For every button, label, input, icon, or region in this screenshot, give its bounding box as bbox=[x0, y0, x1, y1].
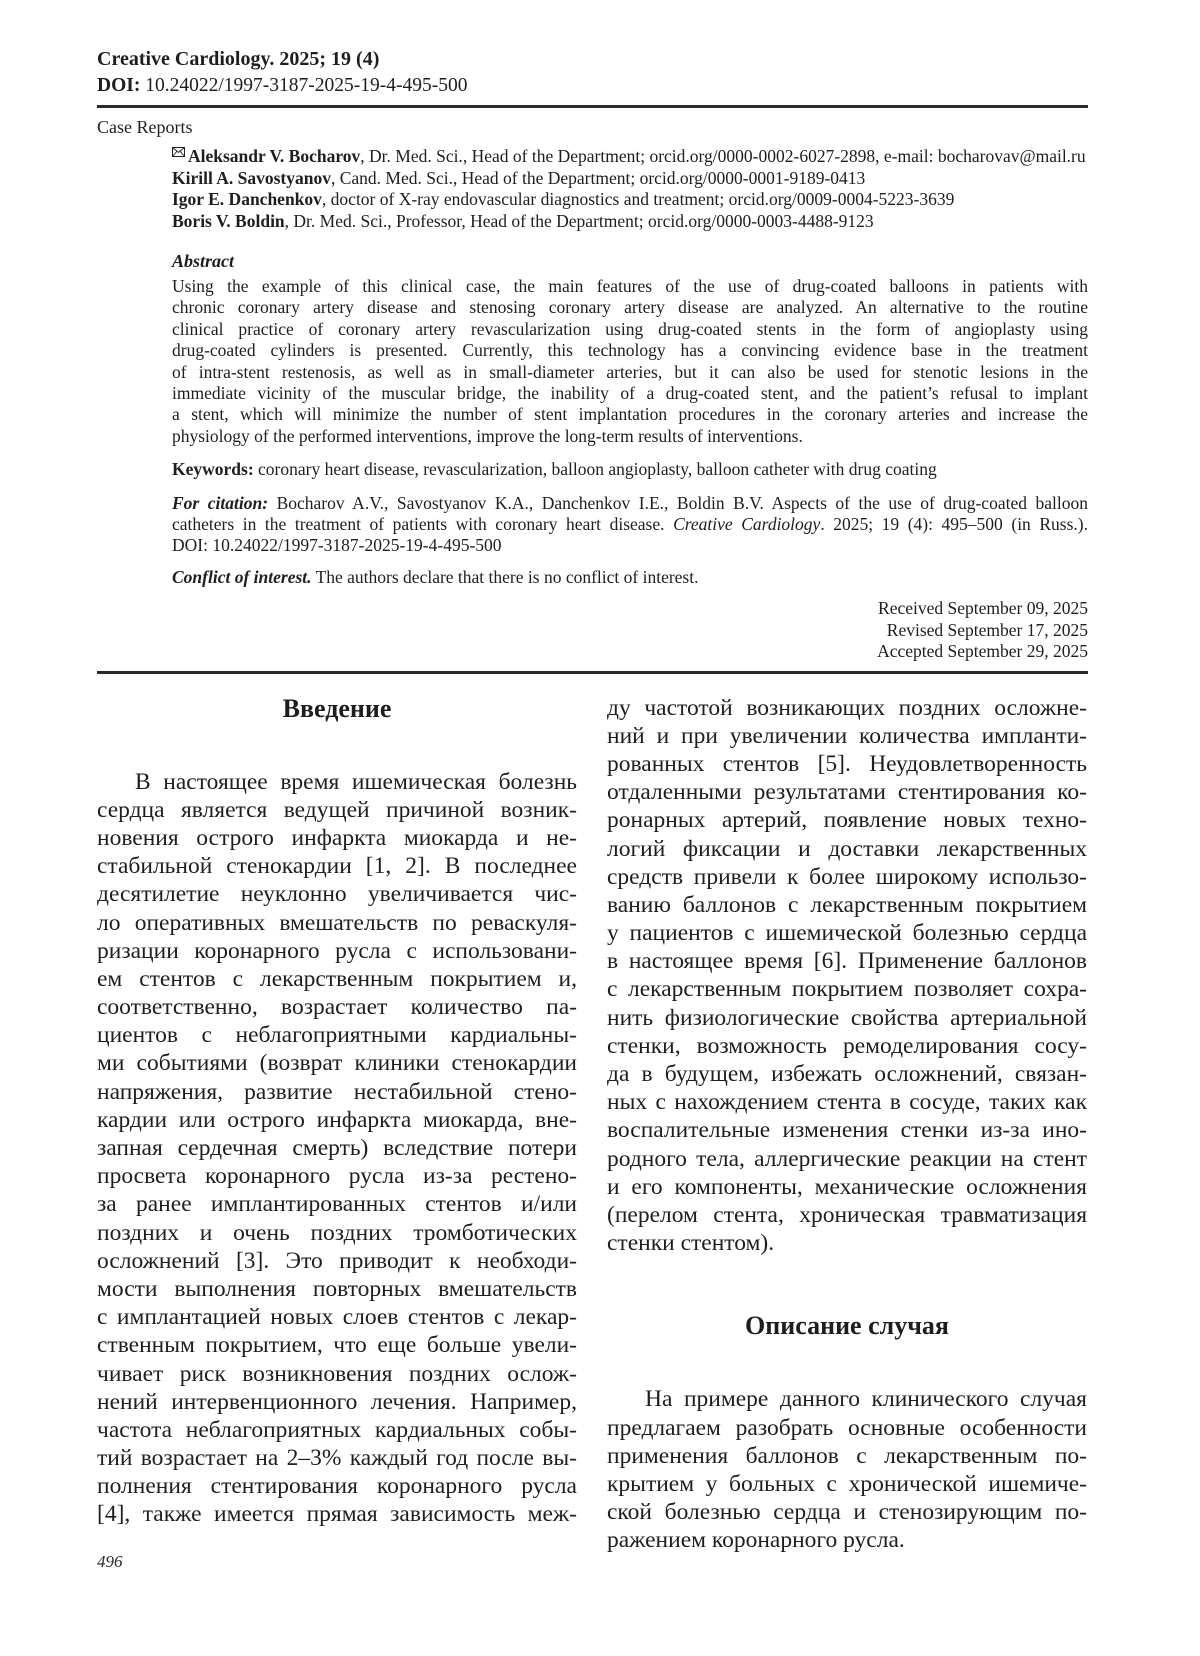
section-heading: Введение bbox=[282, 693, 392, 723]
author-line bbox=[172, 168, 1088, 190]
paragraph bbox=[97, 768, 577, 1529]
text-line: поздних и очень поздних тромботических bbox=[97, 1219, 577, 1246]
text-line: drug-coated cylinders is presented. Currently, this technology has a convincing evidence base in the treatment bbox=[172, 340, 1088, 361]
text-line: нений интервенционного лечения. Например, bbox=[97, 1388, 577, 1415]
author-name: Igor E. Danchenkov bbox=[172, 189, 322, 209]
text-line: стабильной стенокардии [1, 2]. В последнее bbox=[97, 853, 577, 880]
author-name: Boris V. Boldin bbox=[172, 210, 285, 231]
text-line: напряжения, развитие нестабильной стено- bbox=[97, 1078, 577, 1105]
doi-line bbox=[97, 72, 1088, 99]
text-line: For citation: Bocharov A.V., Savostyanov K.A., Danchenkov I.E., Boldin B.V. Aspects of the use of drug-coated balloon bbox=[172, 492, 1088, 513]
author-name: Aleksandr V. Bocharov bbox=[188, 146, 361, 166]
text-line: Accepted September 29, 2025 bbox=[877, 641, 1088, 662]
authors-block bbox=[172, 146, 1088, 232]
text-line: полнения стентирования коронарного русла bbox=[97, 1473, 577, 1500]
text-line: за ранее имплантированных стентов и/или bbox=[97, 1191, 577, 1218]
text-line: ронарных артерий, появление новых техно- bbox=[607, 807, 1087, 834]
text-line: десятилетие неуклонно увеличивается чис- bbox=[97, 881, 577, 908]
text-line: новения острого инфаркта миокарда и не- bbox=[97, 824, 577, 851]
text-line: с имплантацией новых слоев стентов с лекар- bbox=[97, 1304, 577, 1331]
text-line: [4], также имеется прямая зависимость меж- bbox=[97, 1501, 577, 1528]
text-line: да в будущем, избежать осложнений, связан- bbox=[607, 1061, 1087, 1088]
paragraph bbox=[607, 1385, 1087, 1554]
author-line bbox=[172, 146, 1088, 168]
text-line: родного тела, аллергические реакции на стент bbox=[607, 1145, 1087, 1172]
text-line: ний и при увеличении количества импланти- bbox=[607, 722, 1087, 749]
text-line: логий фиксации и доставки лекарственных bbox=[607, 835, 1087, 862]
author-affiliation: , Dr. Med. Sci., Professor, Head of the Department; orcid.org/0000-0003-4488-9123 bbox=[284, 210, 874, 231]
text-line: Keywords: coronary heart disease, revascularization, balloon angioplasty, balloon catheter with drug coating bbox=[172, 459, 937, 480]
text-line: применения баллонов с лекарственным по- bbox=[607, 1442, 1087, 1469]
keywords-line bbox=[172, 459, 1088, 480]
author-affiliation: , doctor of X-ray endovascular diagnostics and treatment; orcid.org/0009-0004-5223-3639 bbox=[321, 189, 955, 209]
text-line: крытием у больных с хронической ишемиче- bbox=[607, 1470, 1087, 1497]
text-line: a stent, which will minimize the number of stent implantation procedures in the coronary arteries and increase the bbox=[172, 404, 1088, 425]
text-line: Received September 09, 2025 bbox=[878, 598, 1088, 619]
doi-value: 10.24022/1997-3187-2025-19-4-495-500 bbox=[145, 75, 468, 96]
header-rule bbox=[97, 105, 1088, 108]
text-line: тий возрастает на 2–3% каждый год после вы- bbox=[97, 1445, 577, 1472]
text-line: immediate vicinity of the muscular bridge, the inability of a drug-coated stent, and the patient’s refusal to implant bbox=[172, 382, 1088, 403]
section-heading: Описание случая bbox=[745, 1311, 949, 1341]
text-line: мости выполнения повторных вмешательств bbox=[97, 1275, 577, 1302]
left-column bbox=[97, 692, 577, 1555]
page-number: 496 bbox=[97, 1552, 123, 1571]
author-affiliation: , Cand. Med. Sci., Head of the Department; orcid.org/0000-0001-9189-0413 bbox=[330, 167, 866, 188]
conflict-line bbox=[172, 567, 1088, 588]
text-line: сердца является ведущей причиной возник- bbox=[97, 796, 577, 823]
abstract-heading: Abstract bbox=[172, 251, 235, 271]
article-meta bbox=[172, 250, 1088, 588]
right-column bbox=[607, 692, 1087, 1555]
text-line: осложнений [3]. Это приводит к необходи- bbox=[97, 1247, 577, 1274]
paragraph bbox=[607, 694, 1087, 1258]
text-line: частота неблагоприятных кардиальных собы- bbox=[97, 1416, 577, 1443]
text-line: ванию баллонов с лекарственным покрытием bbox=[607, 891, 1087, 918]
text-line: DOI: 10.24022/1997-3187-2025-19-4-495-500 bbox=[172, 535, 502, 556]
text-line: чивает риск возникновения поздних ослож- bbox=[97, 1360, 577, 1387]
author-affiliation: , Dr. Med. Sci., Head of the Department; orcid.org/0000-0002-6027-2898, e-mail: bocharovav@mail.ru bbox=[360, 146, 1086, 166]
text-line: стенки стентом). bbox=[607, 1230, 775, 1257]
text-line: ственным покрытием, что еще больше увели- bbox=[97, 1332, 577, 1359]
envelope-icon bbox=[172, 147, 185, 157]
author-line bbox=[172, 211, 1088, 233]
text-line: кардии или острого инфаркта миокарда, вне- bbox=[97, 1106, 577, 1133]
text-line: chronic coronary artery disease and stenosing coronary artery disease are analyzed. An alternative to the routine bbox=[172, 297, 1088, 318]
text-line: в настоящее время [6]. Применение баллонов bbox=[607, 948, 1087, 975]
text-line: physiology of the performed interventions, improve the long-term results of interventions. bbox=[172, 425, 803, 446]
text-line: of intra-stent restenosis, as well as in small-diameter arteries, but it can also be used for stenotic lesions in the bbox=[172, 361, 1088, 382]
text-line: ми событиями (возврат клиники стенокардии bbox=[97, 1050, 577, 1077]
text-line: просвета коронарного русла из-за рестено- bbox=[97, 1163, 577, 1190]
text-line: ражением коронарного русла. bbox=[607, 1527, 905, 1554]
divider-rule bbox=[97, 671, 1088, 674]
author-line bbox=[172, 189, 1088, 211]
text-line: Conflict of interest. The authors declare that there is no conflict of interest. bbox=[172, 566, 699, 587]
text-line: ем стентов с лекарственным покрытием и, bbox=[97, 965, 577, 992]
text-line: воспалительные изменения стенки из-за ино- bbox=[607, 1117, 1087, 1144]
text-line: средств привели к более широкому использо- bbox=[607, 863, 1087, 890]
text-line: (перелом стента, хроническая травматизация bbox=[607, 1201, 1087, 1228]
text-line: отдаленными результатами стентирования ко- bbox=[607, 779, 1087, 806]
text-line: запная сердечная смерть) вследствие потери bbox=[97, 1135, 577, 1162]
doi-label: DOI: bbox=[97, 75, 141, 96]
author-name: Kirill A. Savostyanov bbox=[172, 167, 331, 188]
dates-block bbox=[97, 598, 1088, 663]
text-line: catheters in the treatment of patients with coronary heart disease. Creative Cardiology. 2025; 19 (4): 495–500 (in Russ.). bbox=[172, 513, 1088, 534]
text-line: Revised September 17, 2025 bbox=[886, 619, 1088, 640]
text-line: ду частотой возникающих поздних осложне- bbox=[607, 694, 1087, 721]
text-line: у пациентов с ишемической болезнью сердца bbox=[607, 920, 1087, 947]
text-line: соответственно, возрастает количество па- bbox=[97, 994, 577, 1021]
text-line: clinical practice of coronary artery revascularization using drug-coated stents in the form of angioplasty using bbox=[172, 318, 1088, 339]
text-line: стенки, возможность ремоделирования сосу- bbox=[607, 1032, 1087, 1059]
text-line: предлагаем разобрать основные особенности bbox=[607, 1414, 1087, 1441]
article-body bbox=[97, 692, 1088, 1555]
text-line: ло оперативных вмешательств по реваскуля- bbox=[97, 909, 577, 936]
text-line: ской болезнью сердца и стенозирующим по- bbox=[607, 1499, 1087, 1526]
section-label: Case Reports bbox=[97, 117, 193, 137]
text-line: рованных стентов [5]. Неудовлетворенность bbox=[607, 750, 1087, 777]
text-line: с лекарственным покрытием позволяет сохра- bbox=[607, 976, 1087, 1003]
text-line: На примере данного клинического случая bbox=[645, 1386, 1087, 1413]
citation-block bbox=[172, 493, 1088, 557]
text-line: нить физиологические свойства артериальной bbox=[607, 1004, 1087, 1031]
abstract-paragraph bbox=[172, 276, 1088, 447]
text-line: В настоящее время ишемическая болезнь bbox=[135, 768, 577, 795]
text-line: ризации коронарного русла с использовани- bbox=[97, 937, 577, 964]
text-line: ных с нахождением стента в сосуде, таких как bbox=[607, 1089, 1087, 1116]
text-line: Using the example of this clinical case, the main features of the use of drug-coated balloons in patients with bbox=[172, 276, 1088, 296]
text-line: и его компоненты, механические осложнения bbox=[607, 1173, 1087, 1200]
journal-title: Creative Cardiology. 2025; 19 (4) bbox=[97, 48, 380, 70]
text-line: циентов с неблагоприятными кардиальны- bbox=[97, 1022, 577, 1049]
